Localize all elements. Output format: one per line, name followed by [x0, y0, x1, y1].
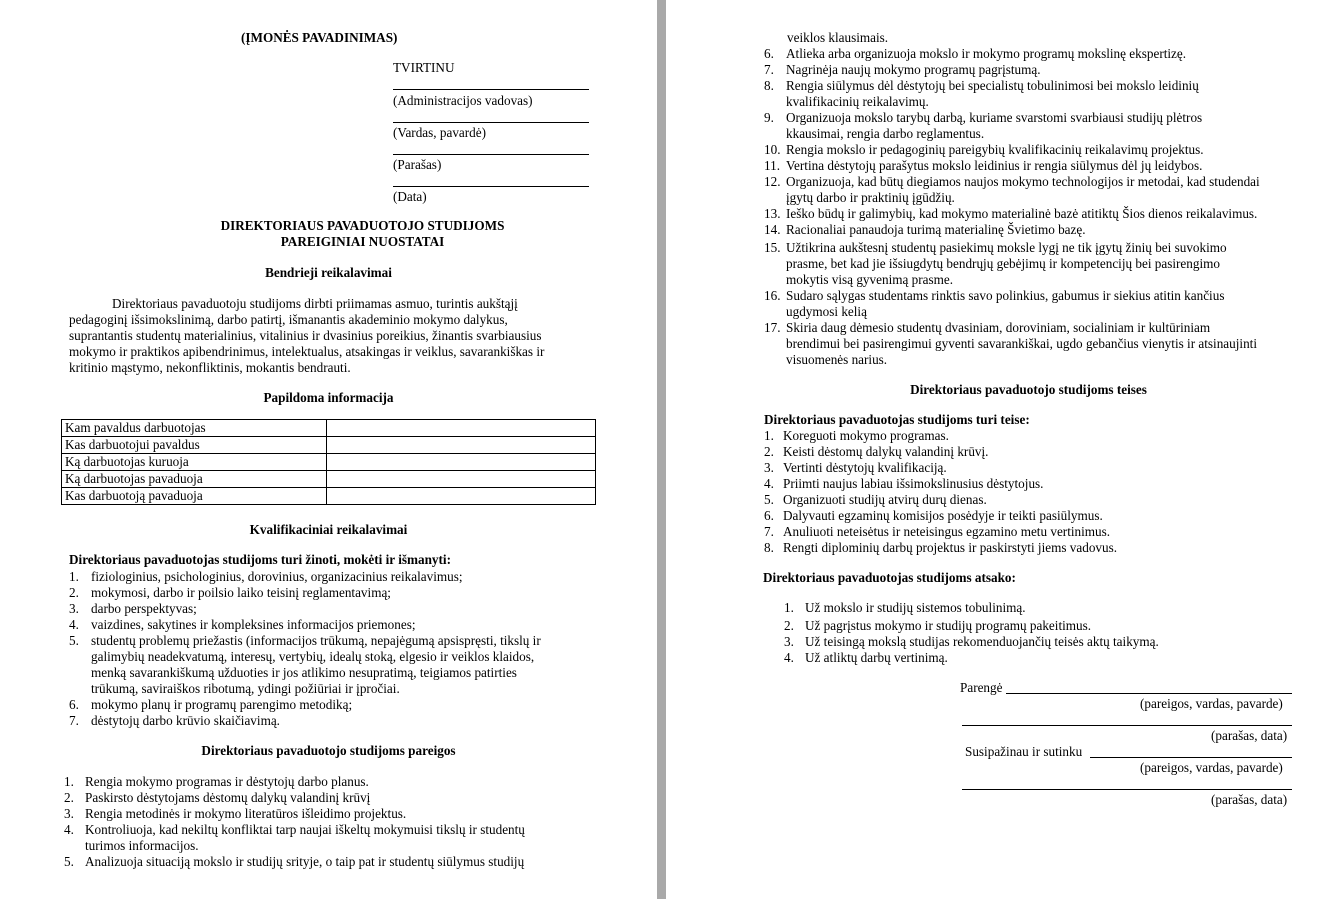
- responsibility-heading: Direktoriaus pavaduotojas studijoms atsako:: [763, 570, 1016, 585]
- prepared-label: Parengė: [960, 680, 1003, 695]
- signature-line[interactable]: [1006, 693, 1292, 694]
- list-item-text: Keisti dėstomų dalykų valandinį krūvį.: [783, 444, 989, 459]
- list-number: 1.: [69, 569, 79, 584]
- rights-subheading: Direktoriaus pavaduotojas studijoms turi teise:: [764, 412, 1030, 427]
- table-cell-value[interactable]: [327, 488, 596, 505]
- list-item-text: Skiria daug dėmesio studentų dvasiniam, doroviniam, socialiniam ir kultūriniam: [786, 320, 1211, 335]
- list-number: 3.: [764, 460, 774, 475]
- list-item-text: Už pagrįstus mokymo ir studijų programų pakeitimus.: [805, 618, 1092, 633]
- list-number: 3.: [69, 601, 79, 616]
- list-number: 6.: [69, 697, 79, 712]
- list-item-text: mokymo planų ir programų parengimo metodiką;: [91, 697, 353, 712]
- list-item-text: turimos informacijos.: [85, 838, 199, 853]
- table-cell-label: Ką darbuotojas pavaduoja: [62, 471, 327, 488]
- list-item-text: Analizuoja situaciją mokslo ir studijų srityje, o taip pat ir studentų siūlymus studijų: [85, 854, 525, 869]
- list-item-text: Rengti diplominių darbų projektus ir paskirstyti jiems vadovus.: [783, 540, 1118, 555]
- list-number: 16.: [764, 288, 781, 303]
- list-number: 2.: [69, 585, 79, 600]
- sign-field-date: (Data): [393, 189, 427, 204]
- list-number: 8.: [764, 78, 774, 93]
- list-item-text: įgytų darbo ir praktinių įgūdžių.: [786, 190, 955, 205]
- list-item-text: Koreguoti mokymo programas.: [783, 428, 949, 443]
- company-name: (ĮMONĖS PAVADINIMAS): [241, 30, 398, 45]
- list-number: 9.: [764, 110, 774, 125]
- general-text-line: kritinio mąstymo, nekonfliktinis, mokantis bendrauti.: [69, 360, 351, 375]
- list-number: 2.: [784, 618, 794, 633]
- list-item-text: kvalifikacinių reikalavimų.: [786, 94, 929, 109]
- qualification-heading: Kvalifikaciniai reikalavimai: [249, 522, 408, 537]
- list-item-text: Už mokslo ir studijų sistemos tobulinimą.: [805, 600, 1026, 615]
- table-cell-label: Ką darbuotojas kuruoja: [62, 454, 327, 471]
- list-item-text: Už teisingą mokslą studijas rekomenduojančių teisės aktų taikymą.: [805, 634, 1159, 649]
- list-number: 4.: [69, 617, 79, 632]
- qualification-subheading: Direktoriaus pavaduotojas studijoms turi žinoti, mokėti ir išmanyti:: [69, 552, 451, 567]
- list-item-text: Paskirsto dėstytojams dėstomų dalykų valandinį krūvį: [85, 790, 371, 805]
- list-item-text: Anuliuoti neteisėtus ir neteisingus egzamino metu vertinimus.: [783, 524, 1111, 539]
- table-row: [62, 471, 596, 488]
- list-item-text: Organizuoti studijų atvirų durų dienas.: [783, 492, 987, 507]
- sign-line: [393, 186, 589, 187]
- sign-field-signature: (Parašas): [393, 157, 442, 172]
- list-item-text: fiziologinius, psichologinius, dorovinius, organizacinius reikalavimus;: [91, 569, 463, 584]
- list-number: 8.: [764, 540, 774, 555]
- list-number: 7.: [764, 62, 774, 77]
- list-number: 12.: [764, 174, 781, 189]
- list-number: 3.: [784, 634, 794, 649]
- list-number: 1.: [64, 774, 74, 789]
- list-item-text: prasme, bet kad jie išsiugdytų bendrųjų gebėjimų ir kompetencijų bei pasirengimo: [786, 256, 1220, 271]
- sign-field-admin: (Administracijos vadovas): [393, 93, 533, 108]
- list-number: 1.: [784, 600, 794, 615]
- signature-line[interactable]: [962, 789, 1292, 790]
- table-cell-label: Kas darbuotojui pavaldus: [62, 437, 327, 454]
- extra-info-heading: Papildoma informacija: [263, 390, 394, 405]
- signature-line[interactable]: [1090, 757, 1292, 758]
- list-item-text: galimybių neadekvatumą, interesų, vertybių, idealų stoką, elgesio ir veiklos klaidos,: [91, 649, 535, 664]
- agree-caption-signature: (parašas, data): [1211, 792, 1288, 807]
- agree-caption-name: (pareigos, vardas, pavarde): [1140, 760, 1283, 775]
- list-item-text: Rengia mokslo ir pedagoginių pareigybių kvalifikacinių reikalavimų projektus.: [786, 142, 1204, 157]
- document-title-line2: PAREIGINIAI NUOSTATAI: [280, 234, 445, 249]
- list-item-text: Organizuoja, kad būtų diegiamos naujos mokymo technologijos ir metodai, kad studendai: [786, 174, 1260, 189]
- list-number: 6.: [764, 508, 774, 523]
- list-item-text: ugdymosi kelią: [786, 304, 867, 319]
- document-page-left: [0, 0, 657, 899]
- list-number: 3.: [64, 806, 74, 821]
- list-item-text: mokymosi, darbo ir poilsio laiko teisinį reglamentavimą;: [91, 585, 391, 600]
- prepared-caption-name: (pareigos, vardas, pavarde): [1140, 696, 1283, 711]
- approve-label: TVIRTINU: [393, 60, 455, 75]
- sign-line: [393, 89, 589, 90]
- list-number: 2.: [64, 790, 74, 805]
- list-item-text: dėstytojų darbo krūvio skaičiavimą.: [91, 713, 280, 728]
- list-item-text: veiklos klausimais.: [787, 30, 889, 45]
- list-item-text: Priimti naujus labiau išsimokslinusius dėstytojus.: [783, 476, 1044, 491]
- general-text-line: suprantantis studentų materialinius, vitalinius ir dvasinius poreikius, žinantis svarbiausius: [69, 328, 542, 343]
- list-item-text: Rengia siūlymus dėl dėstytojų bei specialistų tobulinimosi bei mokslo leidinių: [786, 78, 1199, 93]
- sign-field-name: (Vardas, pavardė): [393, 125, 486, 140]
- sign-line: [393, 154, 589, 155]
- list-number: 5.: [64, 854, 74, 869]
- general-text-line: mokymo ir praktikos apibendrinimus, intelektualus, atsakingas ir veiklus, savarankiškas ir: [69, 344, 545, 359]
- table-cell-label: Kas darbuotoją pavaduoja: [62, 488, 327, 505]
- list-number: 10.: [764, 142, 781, 157]
- list-number: 5.: [764, 492, 774, 507]
- agree-label: Susipažinau ir sutinku: [965, 744, 1083, 759]
- list-number: 13.: [764, 206, 781, 221]
- list-item-text: kkausimai, rengia darbo reglamentus.: [786, 126, 985, 141]
- rights-heading: Direktoriaus pavaduotojo studijoms teises: [910, 382, 1147, 397]
- general-text-line: pedagoginį išsimokslinimą, darbo patirtį, išmanantis akademinio mokymo dalykus,: [69, 312, 508, 327]
- list-item-text: Užtikrina aukštesnį studentų pasiekimų moksle lygį ne tik įgytų žinių bei suvokimo: [786, 240, 1227, 255]
- list-item-text: studentų problemų priežastis (informacijos trūkumą, nepajėgumą apsispręsti, tikslų ir: [91, 633, 541, 648]
- document-page-right: [666, 0, 1343, 899]
- table-cell-label: Kam pavaldus darbuotojas: [62, 420, 327, 437]
- list-item-text: Ieško būdų ir galimybių, kad mokymo materialinė bazė atitiktų Šios dienos reikalavimus.: [786, 206, 1258, 221]
- document-title-line1: DIREKTORIAUS PAVADUOTOJO STUDIJOMS: [220, 218, 505, 233]
- list-item-text: Rengia metodinės ir mokymo literatūros išleidimo projektus.: [85, 806, 407, 821]
- page-divider: [657, 0, 666, 899]
- table-cell-value[interactable]: [327, 420, 596, 437]
- sign-line: [393, 122, 589, 123]
- table-cell-value[interactable]: [327, 437, 596, 454]
- prepared-caption-signature: (parašas, data): [1211, 728, 1288, 743]
- list-item-text: Nagrinėja naujų mokymo programų pagrįstumą.: [786, 62, 1041, 77]
- table-row: [62, 420, 596, 437]
- table-row: [62, 437, 596, 454]
- list-number: 17.: [764, 320, 781, 335]
- list-item-text: Rengia mokymo programas ir dėstytojų darbo planus.: [85, 774, 369, 789]
- list-number: 4.: [784, 650, 794, 665]
- list-item-text: menką savarankiškumą užduoties ir jos atlikimo nesupratimą, teigiamos patirties: [91, 665, 517, 680]
- list-item-text: Racionaliai panaudoja turimą materialinę Švietimo bazę.: [786, 222, 1086, 237]
- list-item-text: visuomenės narius.: [786, 352, 888, 367]
- signature-line[interactable]: [962, 725, 1292, 726]
- list-item-text: Sudaro sąlygas studentams rinktis savo polinkius, gabumus ir siekius atitin kančius: [786, 288, 1225, 303]
- list-number: 7.: [764, 524, 774, 539]
- list-number: 4.: [64, 822, 74, 837]
- list-number: 2.: [764, 444, 774, 459]
- list-item-text: trūkumą, saviraiškos ribotumą, ydingi požiūriai ir įpročiai.: [91, 681, 400, 696]
- table-row: [62, 454, 596, 471]
- list-number: 14.: [764, 222, 781, 237]
- general-text-line: Direktoriaus pavaduotoju studijoms dirbti priimamas asmuo, turintis aukštąjį: [112, 296, 518, 311]
- list-number: 6.: [764, 46, 774, 61]
- extra-info-table: [61, 419, 596, 505]
- list-item-text: Vertina dėstytojų parašytus mokslo leidinius ir rengia siūlymus dėl jų leidybos.: [786, 158, 1203, 173]
- list-item-text: Kontroliuoja, kad nekiltų konfliktai tarp naujai iškeltų mokymuisi tikslų ir studentų: [85, 822, 525, 837]
- list-item-text: Vertinti dėstytojų kvalifikaciją.: [783, 460, 947, 475]
- duties-heading: Direktoriaus pavaduotojo studijoms pareigos: [201, 743, 456, 758]
- table-row: [62, 488, 596, 505]
- list-number: 15.: [764, 240, 781, 255]
- list-item-text: mokytis visą gyvenimą prasme.: [786, 272, 954, 287]
- list-number: 11.: [764, 158, 780, 173]
- list-item-text: darbo perspektyvas;: [91, 601, 197, 616]
- list-item-text: vaizdines, sakytines ir kompleksines informacijos priemones;: [91, 617, 416, 632]
- list-number: 7.: [69, 713, 79, 728]
- list-item-text: Organizuoja mokslo tarybų darbą, kuriame svarstomi svarbiausi studijų plėtros: [786, 110, 1203, 125]
- list-item-text: Dalyvauti egzaminų komisijos posėdyje ir teikti pasiūlymus.: [783, 508, 1103, 523]
- list-item-text: Atlieka arba organizuoja mokslo ir mokymo programų mokslinę ekspertizę.: [786, 46, 1187, 61]
- list-number: 5.: [69, 633, 79, 648]
- list-item-text: brendimui bei pasirengimui gyventi savarankiškai, ugdo gebančius vienytis ir atsinaujinti: [786, 336, 1257, 351]
- general-heading: Bendrieji reikalavimai: [265, 265, 392, 280]
- list-item-text: Už atliktų darbų vertinimą.: [805, 650, 948, 665]
- table-cell-value[interactable]: [327, 471, 596, 488]
- table-cell-value[interactable]: [327, 454, 596, 471]
- list-number: 4.: [764, 476, 774, 491]
- list-number: 1.: [764, 428, 774, 443]
